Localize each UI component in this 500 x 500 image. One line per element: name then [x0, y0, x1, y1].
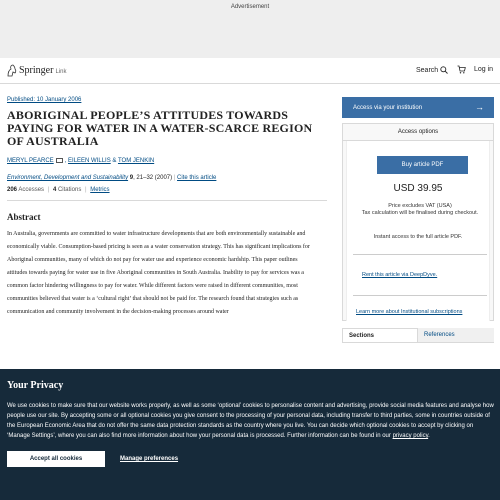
search-icon	[440, 66, 448, 74]
access-options-heading: Access options	[343, 124, 493, 141]
tax-note: Tax calculation will be finalised during checkout.	[361, 210, 479, 216]
login-link[interactable]: Log in	[474, 66, 494, 73]
privacy-body: We use cookies to make sure that our website works properly, as well as some ‘optional’ cookies to personalise content and advertising, provide social media features and analyse how people use our site. By accepting some or all optional cookies you give consent to the processing of your personal data, including transfer to third parties, some in countries outside of the European Economic Area that do not offer the same data protection standards as the country where you live. You can decide which optional cookies to accept by clicking on ‘Manage Settings’, where you can also find more information about how your personal data is processed. Further information can be found in our	[7, 403, 494, 439]
access-sidebar	[342, 97, 494, 343]
journal-citation: Environment, Development and Sustainability 9, 21–32 (2007) | Cite this article	[7, 175, 217, 182]
abstract-text: In Australia, governments are committed to water infrastructure developments that are both environmentally sustainable and economically viable. Consumption-based pricing is seen as a water conservation strategy. This has significant implications for Aboriginal communities, many of which do not pay for water use and experience economic hardship. This paper outlines attitudes towards paying for water use in five Aboriginal communities in South Australia. Inability to pay for services was a common factor hindering willingness to pay for water. While different factors were raised in different communities, most communities believed that water is a ‘cultural right’ that should not be paid for. The research found that strategies such as communication and community involvement in the decision-making processes around water	[7, 231, 310, 316]
journal-pages: , 21–32 (2007)	[133, 175, 173, 182]
author-link[interactable]: TOM JENKIN	[117, 158, 155, 165]
buy-article-button[interactable]: Buy article PDF	[377, 156, 468, 174]
journal-link[interactable]: Environment, Development and Sustainability	[7, 175, 129, 182]
logo-sub-text: Link	[55, 68, 67, 75]
cart-icon[interactable]	[457, 65, 466, 74]
tab-sections[interactable]: Sections	[342, 328, 418, 342]
citations-label: Citations	[57, 187, 82, 194]
divider	[7, 200, 327, 201]
price-note	[359, 203, 481, 217]
search-label: Search	[416, 66, 439, 74]
site-header	[0, 58, 500, 84]
privacy-banner	[0, 369, 500, 500]
institutional-subscriptions-link[interactable]: Learn more about Institutional subscriptions	[356, 309, 463, 315]
divider	[353, 295, 487, 296]
access-institution-label: Access via your institution	[353, 104, 423, 111]
arrow-right-icon: →	[475, 102, 484, 112]
abstract-heading: Abstract	[7, 212, 41, 223]
search-button[interactable]	[416, 66, 448, 74]
privacy-text: We use cookies to make sure that our website works properly, as well as some ‘optional’ cookies to personalise content and advertising, provide social media features and analyse how people use our site. By accepting some or all optional cookies you give consent to the processing of your personal data, including transfer to third parties, some in countries outside of the European Economic Area that do not offer the same data protection standards as the country where you live. You can decide which optional cookies to accept by clicking on ‘Manage Settings’, where you can also find more information about how your personal data is processed. Further information can be found in our privacy policy.	[7, 403, 494, 439]
divider	[353, 254, 487, 255]
privacy-policy-link[interactable]: privacy policy	[392, 433, 429, 439]
author-link[interactable]: EILEEN WILLIS	[68, 158, 111, 165]
vat-note: Price excludes VAT (USA)	[388, 203, 452, 209]
rent-deepdyve-link[interactable]: Rent this article via DeepDyve.	[362, 272, 438, 278]
manage-preferences-link[interactable]: Manage preferences	[120, 456, 179, 462]
email-icon[interactable]	[56, 158, 63, 163]
access-options-panel	[342, 123, 494, 321]
purchase-panel	[346, 141, 490, 321]
published-date[interactable]: Published: 10 January 2006	[7, 97, 82, 103]
privacy-heading: Your Privacy	[7, 380, 64, 391]
article-title: ABORIGINAL PEOPLE’S ATTITUDES TOWARDS PAYING FOR WATER IN A WATER-SCARCE REGION OF AUSTRALIA	[7, 108, 313, 148]
accesses-count: 206	[7, 187, 18, 194]
springer-horse-icon	[6, 64, 17, 77]
advertisement-banner	[0, 0, 500, 58]
article-metrics: 206 Accesses | 4 Citations | Metrics	[7, 187, 110, 194]
journal-volume: 9	[129, 175, 134, 182]
privacy-actions	[7, 451, 493, 467]
advertisement-label: Advertisement	[230, 4, 270, 10]
springer-link-logo[interactable]	[6, 64, 66, 77]
instant-access-note: Instant access to the full article PDF.	[373, 234, 463, 240]
metrics-link[interactable]: Metrics	[90, 187, 110, 194]
cite-article-link[interactable]: Cite this article	[177, 175, 217, 182]
access-institution-button[interactable]	[342, 97, 494, 118]
sidebar-tabs	[342, 328, 494, 343]
author-link[interactable]: MERYL PEARCE	[7, 158, 54, 165]
author-separator: &	[112, 158, 117, 165]
article-main	[7, 97, 327, 319]
accesses-label: Accesses	[18, 187, 45, 194]
citations-count: 4	[52, 187, 57, 194]
author-list: MERYL PEARCE , EILEEN WILLIS & TOM JENKIN	[7, 158, 155, 165]
logo-text: Springer	[19, 65, 54, 76]
tab-references[interactable]: References	[418, 328, 494, 342]
accept-cookies-button[interactable]: Accept all cookies	[7, 451, 105, 467]
article-price: USD 39.95	[393, 183, 443, 194]
